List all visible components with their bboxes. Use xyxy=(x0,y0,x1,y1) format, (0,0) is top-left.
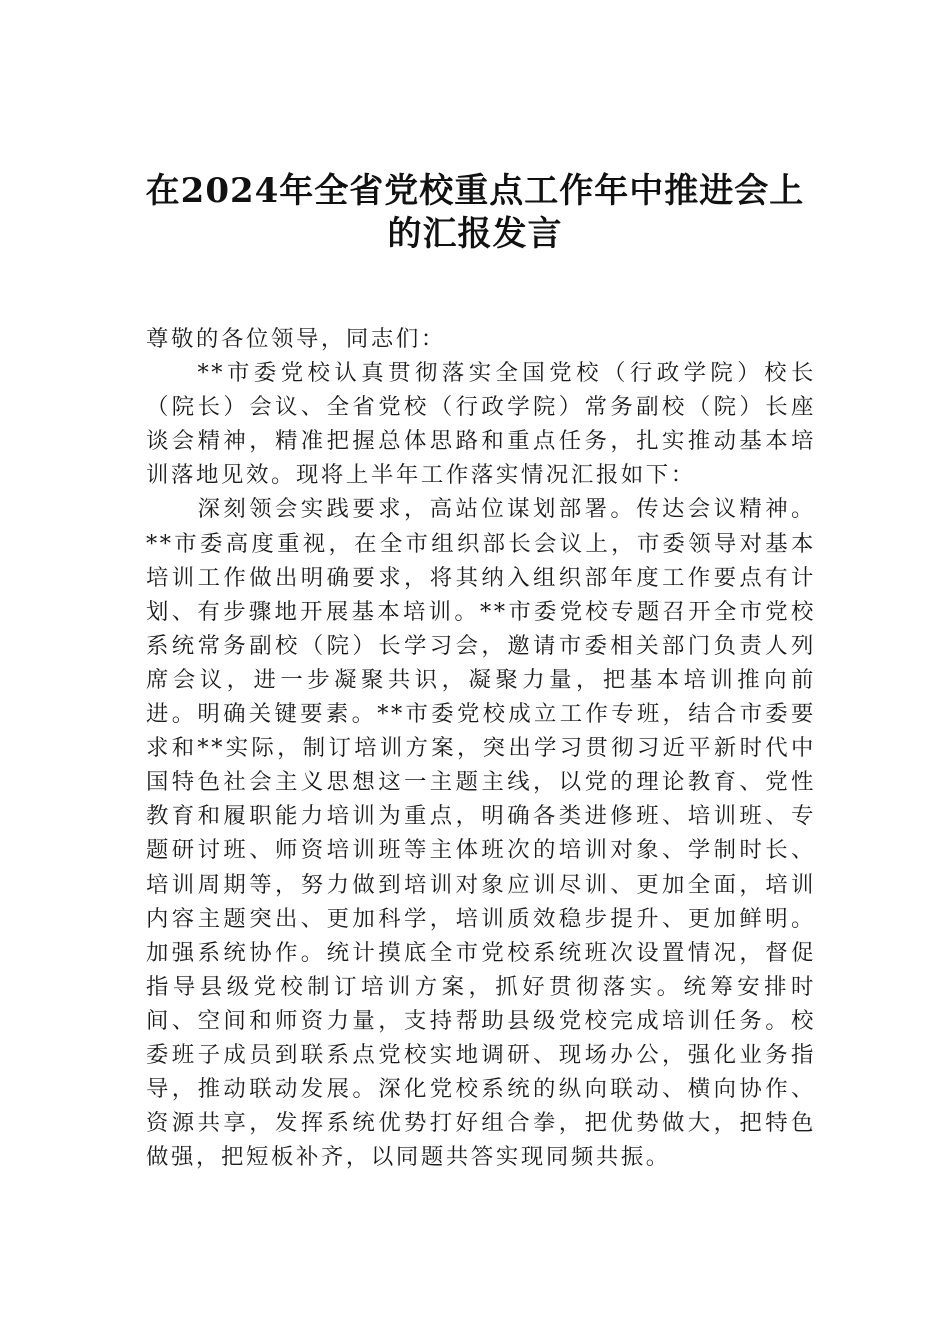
document-body xyxy=(146,322,816,1174)
paragraph-intro: **市委党校认真贯彻落实全国党校（行政学院）校长（院长）会议、全省党校（行政学院）常务副校（院）长座谈会精神，精准把握总体思路和重点任务，扎实推动基本培训落地见效。现将上半年工作落实情况汇报如下： xyxy=(146,360,816,489)
document-title-line-1: 在2024年全省党校重点工作年中推进会上 xyxy=(145,171,805,211)
document-title-line-2: 的汇报发言 xyxy=(387,214,563,254)
salutation: 尊敬的各位领导，同志们： xyxy=(146,326,446,352)
paragraph-section-1: 深刻领会实践要求，高站位谋划部署。传达会议精神。**市委高度重视，在全市组织部长会议上，市委领导对基本培训工作做出明确要求，将其纳入组织部年度工作要点有计划、有步骤地开展基本培训。**市委党校专题召开全市党校系统常务副校（院）长学习会，邀请市委相关部门负责人列席会议，进一步凝聚共识，凝聚力量，把基本培训推向前进。明确关键要素。**市委党校成立工作专班，结合市委要求和**实际，制订培训方案，突出学习贯彻习近平新时代中国特色社会主义思想这一主题主线，以党的理论教育、党性教育和履职能力培训为重点，明确各类进修班、培训班、专题研讨班、师资培训班等主体班次的培训对象、学制时长、培训周期等，努力做到培训对象应训尽训、更加全面，培训内容主题突出、更加科学，培训质效稳步提升、更加鲜明。加强系统协作。统计摸底全市党校系统班次设置情况，督促指导县级党校制订培训方案，抓好贯彻落实。统筹安排时间、空间和师资力量，支持帮助县级党校完成培训任务。校委班子成员到联系点党校实地调研、现场办公，强化业务指导，推动联动发展。深化党校系统的纵向联动、横向协作、资源共享，发挥系统优势打好组合拳，把优势做大，把特色做强，把短板补齐，以同题共答实现同频共振。 xyxy=(146,496,816,1171)
